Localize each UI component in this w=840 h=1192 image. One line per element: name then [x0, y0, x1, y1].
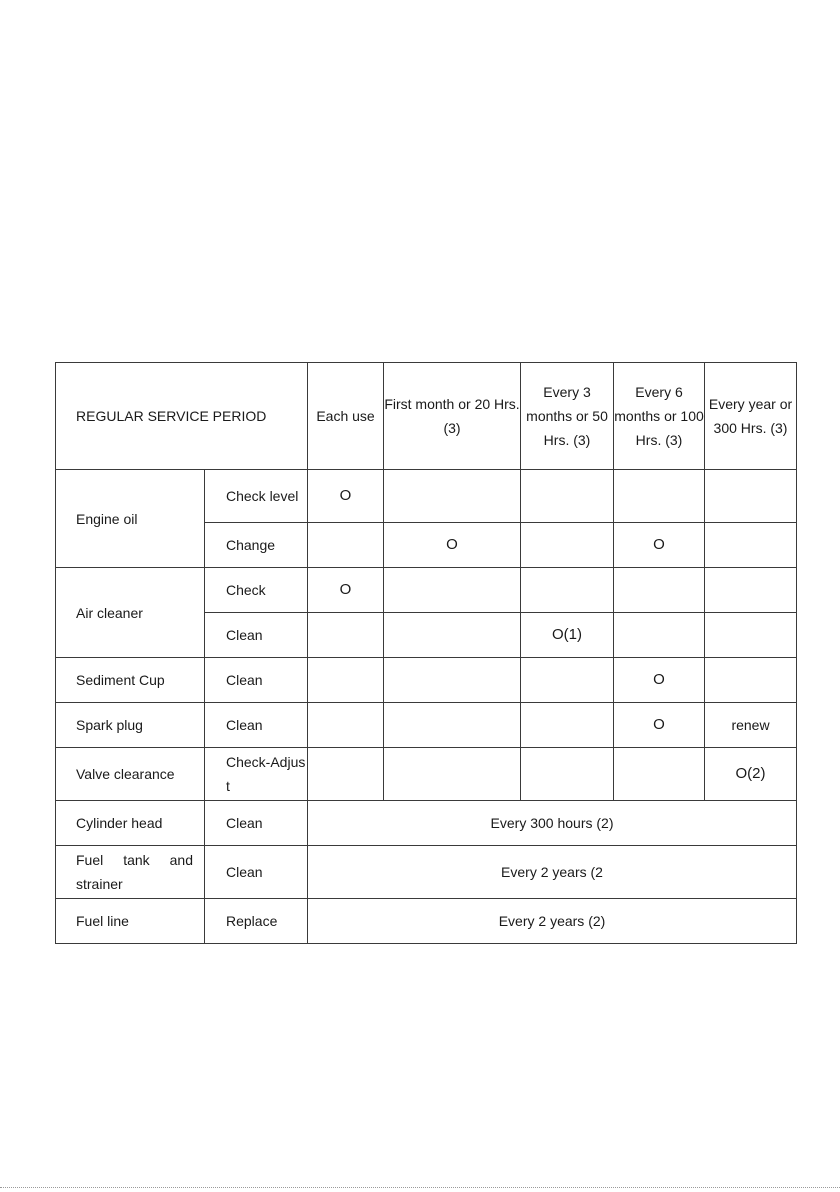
item-fuel-tank-strainer	[56, 846, 205, 899]
mark-cell: O	[308, 568, 384, 613]
mark-cell: O	[614, 523, 705, 568]
action-replace: Replace	[205, 899, 308, 944]
mark-cell	[384, 613, 521, 658]
mark-cell	[521, 748, 614, 801]
action-check-level: Check level	[205, 470, 308, 523]
mark-cell: O	[308, 470, 384, 523]
mark-cell	[384, 748, 521, 801]
table-header-row	[56, 363, 797, 470]
action-change: Change	[205, 523, 308, 568]
span-interval: Every 2 years (2)	[308, 899, 797, 944]
header-period-3-months: Every 3 months or 50 Hrs. (3)	[521, 363, 614, 470]
table-row	[56, 846, 797, 899]
mark-cell	[521, 568, 614, 613]
table-row	[56, 801, 797, 846]
mark-cell	[521, 658, 614, 703]
mark-cell	[705, 613, 797, 658]
header-period-6-months: Every 6 months or 100 Hrs. (3)	[614, 363, 705, 470]
mark-cell	[308, 658, 384, 703]
mark-cell	[521, 703, 614, 748]
mark-cell	[614, 748, 705, 801]
mark-cell	[705, 568, 797, 613]
table-row	[56, 703, 797, 748]
table-row	[56, 568, 797, 613]
mark-cell	[521, 523, 614, 568]
mark-cell	[614, 470, 705, 523]
table-row	[56, 899, 797, 944]
mark-cell	[614, 568, 705, 613]
table-row	[56, 470, 797, 523]
mark-cell: O	[614, 703, 705, 748]
mark-cell: O(2)	[705, 748, 797, 801]
item-valve-clearance: Valve clearance	[56, 748, 205, 801]
mark-cell	[705, 523, 797, 568]
mark-cell	[705, 470, 797, 523]
action-check-adjust: Check-Adjust	[205, 748, 308, 801]
table-row	[56, 748, 797, 801]
header-title: REGULAR SERVICE PERIOD	[56, 363, 308, 470]
mark-cell	[614, 613, 705, 658]
maintenance-schedule-table	[55, 362, 797, 944]
header-period-yearly: Every year or 300 Hrs. (3)	[705, 363, 797, 470]
action-clean: Clean	[205, 613, 308, 658]
action-clean: Clean	[205, 703, 308, 748]
header-period-first-month: First month or 20 Hrs. (3)	[384, 363, 521, 470]
mark-cell	[384, 703, 521, 748]
mark-cell-renew: renew	[705, 703, 797, 748]
action-check: Check	[205, 568, 308, 613]
mark-cell	[308, 703, 384, 748]
mark-cell: O	[384, 523, 521, 568]
item-fuel-tank-strainer-text: Fuel tank and strainer	[76, 852, 193, 892]
item-sediment-cup: Sediment Cup	[56, 658, 205, 703]
header-period-each-use: Each use	[308, 363, 384, 470]
item-fuel-line: Fuel line	[56, 899, 205, 944]
item-air-cleaner: Air cleaner	[56, 568, 205, 658]
mark-cell	[384, 568, 521, 613]
mark-cell	[705, 658, 797, 703]
mark-cell	[308, 523, 384, 568]
action-clean: Clean	[205, 846, 308, 899]
mark-cell	[384, 470, 521, 523]
span-interval: Every 300 hours (2)	[308, 801, 797, 846]
action-clean: Clean	[205, 658, 308, 703]
item-engine-oil: Engine oil	[56, 470, 205, 568]
item-spark-plug: Spark plug	[56, 703, 205, 748]
mark-cell: O(1)	[521, 613, 614, 658]
item-cylinder-head: Cylinder head	[56, 801, 205, 846]
span-interval: Every 2 years (2	[308, 846, 797, 899]
page-bottom-rule	[0, 1187, 840, 1188]
mark-cell	[308, 613, 384, 658]
mark-cell	[308, 748, 384, 801]
action-clean: Clean	[205, 801, 308, 846]
mark-cell: O	[614, 658, 705, 703]
mark-cell	[384, 658, 521, 703]
mark-cell	[521, 470, 614, 523]
table-row	[56, 658, 797, 703]
